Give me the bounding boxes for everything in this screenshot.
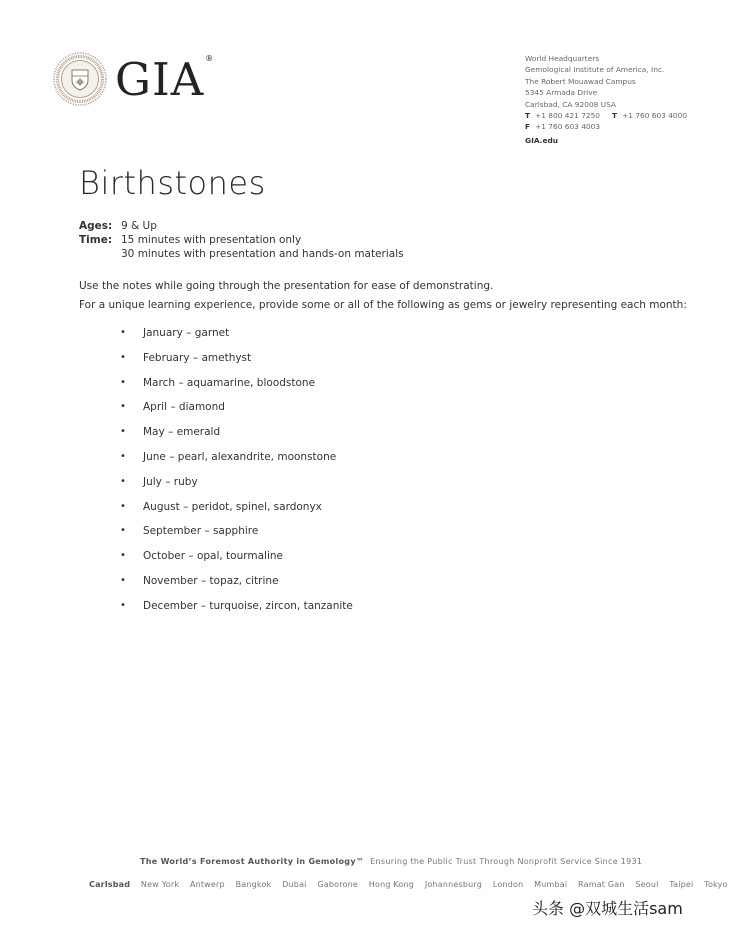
footer-locations (89, 880, 736, 889)
gia-logo (53, 52, 214, 106)
location-item: Carlsbad (89, 880, 131, 889)
location-item: Taipei (669, 880, 694, 889)
time-value: 15 minutes with presentation only (121, 234, 302, 246)
location-item: London (492, 880, 524, 889)
list-item: • June – pearl, alexandrite, moonstone (120, 450, 337, 463)
location-item: Ramat Gan (578, 880, 625, 889)
time-value: 30 minutes with presentation and hands-on materials (121, 248, 404, 260)
location-item: New York (140, 880, 180, 889)
location-item: Tokyo (704, 880, 728, 889)
list-item: • July – ruby (120, 475, 198, 488)
list-item: • March – aquamarine, bloodstone (120, 376, 316, 389)
instruction-line: Use the notes while going through the presentation for ease of demonstrating. (79, 280, 494, 292)
list-item: • April – diamond (120, 401, 225, 414)
address-line: Carlsbad, CA 92008 USA (525, 99, 616, 109)
phone-line: T +1 800 421 7250 T +1 760 603 4000 (525, 111, 688, 121)
address-line: The Robert Mouawad Campus (525, 76, 636, 86)
address-line: World Headquarters (525, 54, 600, 63)
gia-wordmark: GIA® (115, 52, 215, 106)
watermark: 头条 @双城生活sam (532, 899, 683, 918)
list-item: • November – topaz, citrine (120, 574, 279, 587)
list-item: • August – peridot, spinel, sardonyx (120, 500, 322, 513)
list-item: • September – sapphire (120, 525, 259, 538)
list-item: • May – emerald (120, 426, 221, 439)
birthstone-list (120, 324, 353, 622)
list-item: • February – amethyst (120, 351, 252, 364)
address-line: 5345 Armada Drive (525, 88, 598, 98)
instruction-line: For a unique learning experience, provide some or all of the following as gems or jewelry representing each month: (79, 299, 687, 311)
location-item: Gaborone (317, 880, 359, 889)
location-item: Johannesburg (424, 880, 483, 889)
hq-address-block (525, 53, 687, 146)
list-item: • October – opal, tourmaline (120, 550, 284, 563)
activity-meta (79, 219, 404, 261)
location-item: Dubai (282, 880, 307, 889)
gia-seal-icon (53, 52, 107, 106)
address-line: Gemological Institute of America, Inc. (525, 65, 665, 75)
location-item: Bangkok (235, 880, 272, 889)
time-label: Time: (79, 234, 113, 246)
website-link[interactable]: GIA.edu (525, 135, 559, 145)
location-item: Mumbai (534, 880, 568, 889)
list-item: • December – turquoise, zircon, tanzanite (120, 599, 353, 612)
instructions (79, 277, 687, 315)
location-item: Seoul (635, 880, 659, 889)
fax-line: F +1 760 603 4003 (525, 122, 601, 132)
location-item: Hong Kong (368, 880, 415, 889)
location-item: Antwerp (189, 880, 225, 889)
page-title: Birthstones (79, 164, 266, 202)
ages-value: 9 & Up (121, 220, 157, 232)
list-item: • January – garnet (120, 327, 230, 339)
ages-label: Ages: (79, 220, 113, 232)
footer-tagline: The World’s Foremost Authority in Gemology™ Ensuring the Public Trust Through Nonprofit Service Since 1931 (140, 857, 643, 866)
